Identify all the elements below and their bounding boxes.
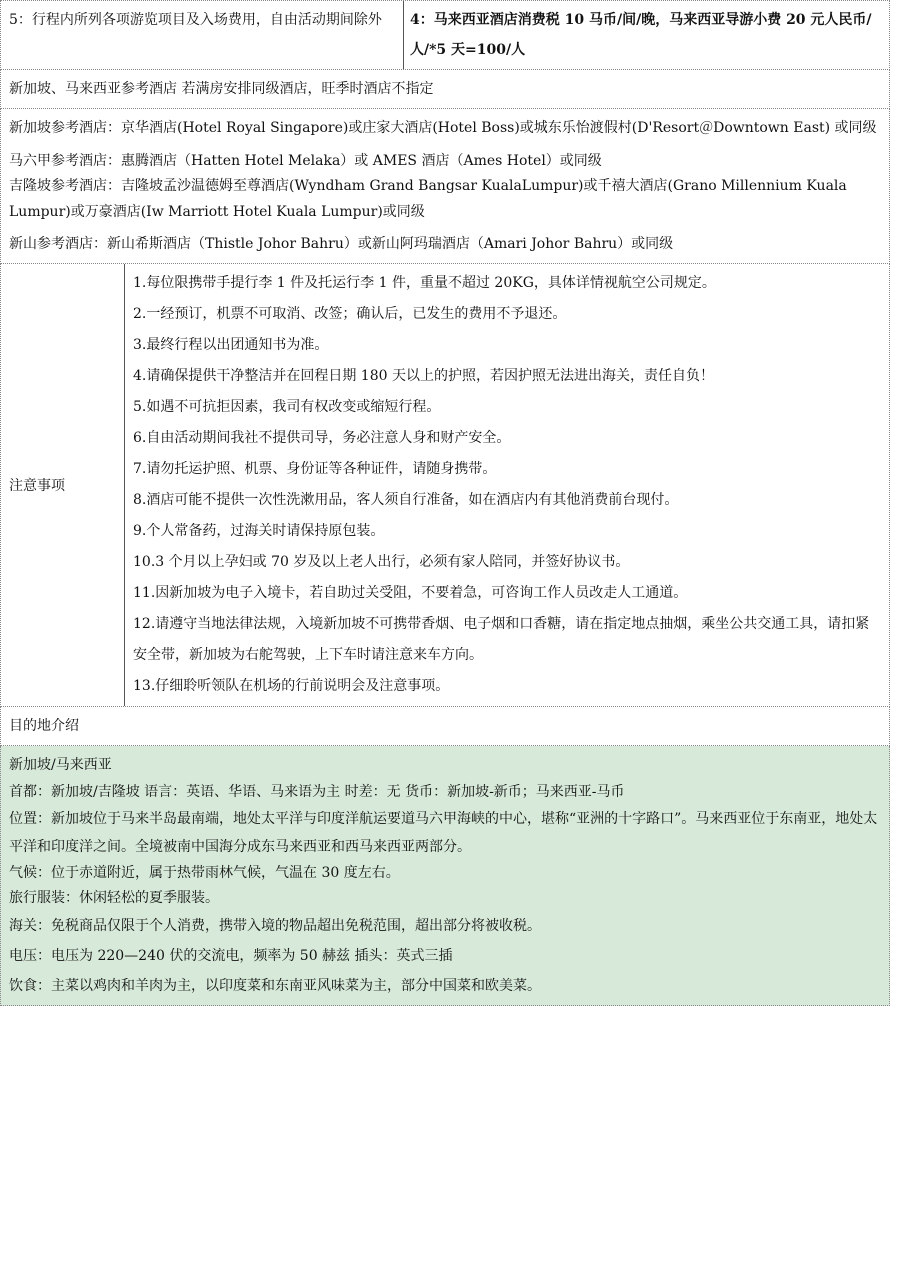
destination-capital: 首都：新加坡/吉隆坡 语言：英语、华语、马来语为主 时差：无 货币：新加坡-新币；马来西亚-马币 xyxy=(9,784,625,800)
destination-intro xyxy=(0,746,890,1006)
destination-clothing: 旅行服装：休闲轻松的夏季服装。 xyxy=(9,890,219,906)
malaysia-tax-tip-note: 4：马来西亚酒店消费税 10 马币/间/晚，马来西亚导游小费 20 元人民币/人/*5 天=100/人 xyxy=(410,12,872,58)
hotel-header: 新加坡、马来西亚参考酒店 若满房安排同级酒店，旺季时酒店不指定 xyxy=(0,70,890,109)
note-item: 4.请确保提供干净整洁并在回程日期 180 天以上的护照，若因护照无法进出海关，责任自负！ xyxy=(133,368,714,384)
note-item: 9.个人常备药，过海关时请保持原包装。 xyxy=(133,523,385,539)
note-item: 3.最终行程以出团通知书为准。 xyxy=(133,337,329,353)
destination-title: 新加坡/马来西亚 xyxy=(9,757,112,773)
destination-climate: 气候：位于赤道附近，属于热带雨林气候，气温在 30 度左右。 xyxy=(9,865,400,881)
destination-voltage: 电压：电压为 220—240 伏的交流电，频率为 50 赫兹 插头：英式三插 xyxy=(9,948,453,964)
note-item: 8.酒店可能不提供一次性洗漱用品，客人须自行准备，如在酒店内有其他消费前台现付。 xyxy=(133,492,679,508)
notes-label: 注意事项 xyxy=(1,264,125,706)
note-item: 11.因新加坡为电子入境卡，若自助过关受阻，不要着急，可咨询工作人员改走人工通道。 xyxy=(133,585,688,601)
note-item: 6.自由活动期间我社不提供司导，务必注意人身和财产安全。 xyxy=(133,430,511,446)
destination-header: 目的地介绍 xyxy=(0,707,890,746)
hotel-singapore: 新加坡参考酒店：京华酒店(Hotel Royal Singapore)或庄家大酒店(Hotel Boss)或城东乐怡渡假村(D'Resort＠Downtown East) 或同级 xyxy=(9,120,877,136)
note-item: 13.仔细聆听领队在机场的行前说明会及注意事项。 xyxy=(133,678,450,694)
note-item: 2.一经预订，机票不可取消、改签；确认后，已发生的费用不予退还。 xyxy=(133,306,567,322)
destination-location: 位置：新加坡位于马来半岛最南端，地处太平洋与印度洋航运要道马六甲海峡的中心，堪称“亚洲的十字路口”。马来西亚位于东南亚，地处太平洋和印度洋之间。全境被南中国海分成东马来西亚和西马来西亚两部分。 xyxy=(9,811,878,855)
fee-row xyxy=(0,0,890,70)
notes-section xyxy=(0,264,890,707)
destination-food: 饮食：主菜以鸡肉和羊肉为主，以印度菜和东南亚风味菜为主，部分中国菜和欧美菜。 xyxy=(9,978,541,994)
note-item: 10.3 个月以上孕妇或 70 岁及以上老人出行，必须有家人陪同，并签好协议书。 xyxy=(133,554,630,570)
note-item: 12.请遵守当地法律法规，入境新加坡不可携带香烟、电子烟和口香糖，请在指定地点抽烟，乘坐公共交通工具，请扣紧安全带，新加坡为右舵驾驶，上下车时请注意来车方向。 xyxy=(133,616,870,663)
fee-excluded-note: 5：行程内所列各项游览项目及入场费用，自由活动期间除外 xyxy=(1,1,404,69)
hotel-list xyxy=(0,109,890,264)
note-item: 7.请勿托运护照、机票、身份证等各种证件，请随身携带。 xyxy=(133,461,497,477)
note-item: 1.每位限携带手提行李 1 件及托运行李 1 件，重量不超过 20KG，具体详情视航空公司规定。 xyxy=(133,275,716,291)
hotel-kuala-lumpur: 吉隆坡参考酒店：吉隆坡孟沙温德姆至尊酒店(Wyndham Grand Bangsar KualaLumpur)或千禧大酒店(Grano Millennium Kuala Lumpur)或万豪酒店(Iw Marriott Hotel Kuala Lumpur)或同级 xyxy=(9,178,847,220)
hotel-malacca: 马六甲参考酒店：惠腾酒店（Hatten Hotel Melaka）或 AMES 酒店（Ames Hotel）或同级 xyxy=(9,153,602,169)
note-item: 5.如遇不可抗拒因素，我司有权改变或缩短行程。 xyxy=(133,399,441,415)
hotel-johor: 新山参考酒店：新山希斯酒店（Thistle Johor Bahru）或新山阿玛瑞酒店（Amari Johor Bahru）或同级 xyxy=(9,236,674,252)
notes-list xyxy=(125,264,889,706)
destination-customs: 海关：免税商品仅限于个人消费，携带入境的物品超出免税范围，超出部分将被收税。 xyxy=(9,918,541,934)
